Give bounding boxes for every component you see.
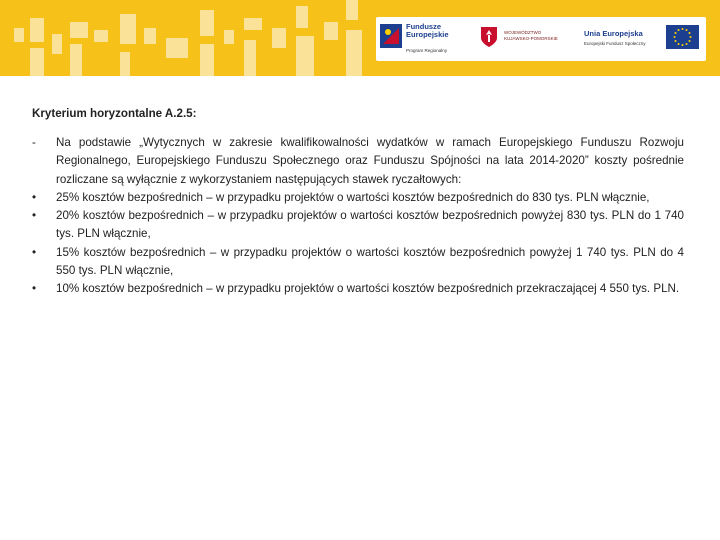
fe-line1: Fundusze	[406, 22, 441, 31]
fe-logo-icon	[380, 24, 402, 48]
fe-line2: Europejskie	[406, 30, 449, 39]
funding-logos	[376, 17, 706, 61]
list-item-text: 20% kosztów bezpośrednich – w przypadku projektów o wartości kosztów bezpośrednich powyżej 830 tys. PLN do 1 740 tys. PLN włącznie,	[56, 209, 684, 241]
bullet-marker: •	[32, 282, 37, 296]
kujawsko-pomorskie-logo	[480, 26, 576, 52]
list-item-text: 10% kosztów bezpośrednich – w przypadku projektów o wartości kosztów bezpośrednich przekraczającej 4 550 tys. PLN.	[56, 282, 680, 296]
dash-marker: -	[32, 136, 36, 149]
eu-flag-icon	[666, 25, 699, 49]
list-item	[32, 134, 684, 189]
kp-line2: KUJAWSKO-POMORSKIE	[504, 36, 558, 41]
list-item	[32, 244, 684, 281]
bullet-marker: •	[32, 245, 37, 259]
bullet-marker: •	[32, 190, 37, 204]
list-item-text: 15% kosztów bezpośrednich – w przypadku projektów o wartości kosztów bezpośrednich powyżej 1 740 tys. PLN do 4 550 tys. PLN włącznie,	[56, 245, 684, 278]
list-item	[32, 280, 684, 298]
list-item	[32, 189, 684, 207]
criterion-list	[32, 134, 684, 299]
eu-title: Unia Europejska	[584, 29, 643, 38]
list-item-text: Na podstawie „Wytycznych w zakresie kwalifikowalności wydatków w ramach Europejskiego Funduszu Rozwoju Regionalnego, Europejskiego Funduszu Społecznego oraz Funduszu Spójności na lata 2014-2020” koszty pośrednie rozliczane są wyłącznie z wykorzystaniem następujących stawek ryczałtowych:	[56, 136, 684, 186]
criterion-heading: Kryterium horyzontalne A.2.5:	[32, 107, 197, 120]
bullet-marker: •	[32, 209, 37, 223]
eu-subtitle: Europejski Fundusz Społeczny	[584, 41, 646, 46]
list-item	[32, 207, 684, 244]
unia-europejska-logo	[584, 22, 702, 56]
coat-of-arms-icon	[480, 26, 498, 48]
decorative-squares	[0, 0, 380, 76]
list-item-text: 25% kosztów bezpośrednich – w przypadku projektów o wartości kosztów bezpośrednich do 830 tys. PLN włącznie,	[56, 190, 650, 204]
document-body	[32, 106, 684, 299]
fe-subtitle: Program Regionalny	[406, 48, 448, 53]
fundusze-europejskie-logo	[380, 23, 470, 57]
kp-line1: WOJEWÓDZTWO	[504, 30, 542, 35]
header-banner	[0, 0, 720, 76]
